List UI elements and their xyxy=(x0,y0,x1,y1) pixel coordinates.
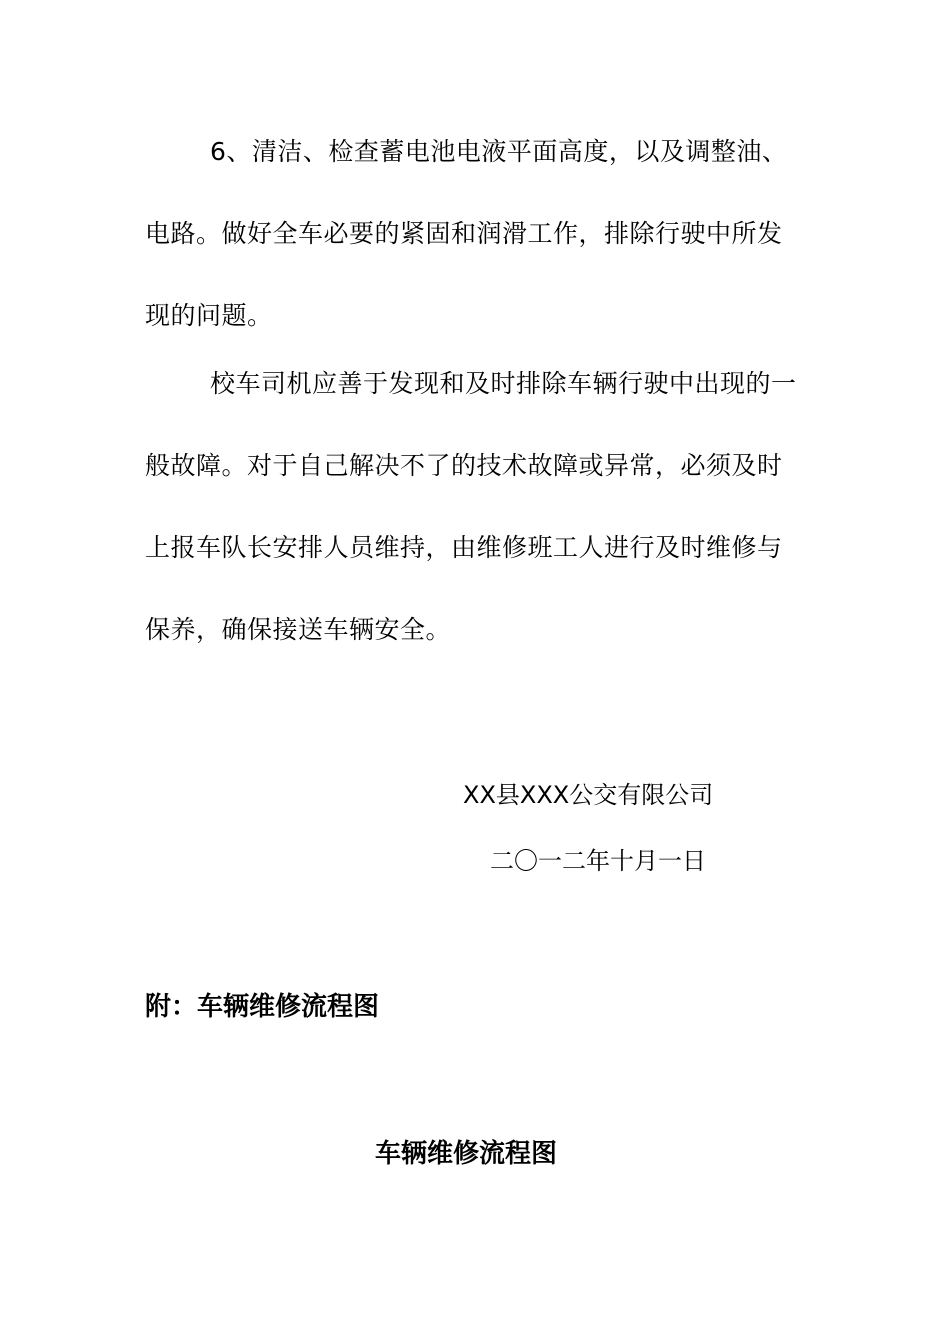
paragraph-1-line-2: 电路。做好全车必要的紧固和润滑工作，排除行驶中所发 xyxy=(145,219,783,248)
signature-date: 二〇一二年十月一日 xyxy=(490,847,706,875)
paragraph-1-line-3: 现的问题。 xyxy=(145,301,273,330)
flowchart-title: 车辆维修流程图 xyxy=(375,1139,558,1169)
paragraph-2-line-2: 般故障。对于自己解决不了的技术故障或异常，必须及时 xyxy=(145,451,783,480)
paragraph-2-line-4: 保养，确保接送车辆安全。 xyxy=(145,615,452,644)
appendix-heading: 附：车辆维修流程图 xyxy=(145,992,380,1022)
paragraph-2-line-3: 上报车队长安排人员维持，由维修班工人进行及时维修与 xyxy=(145,533,783,562)
paragraph-2-line-1: 校车司机应善于发现和及时排除车辆行驶中出现的一 xyxy=(210,369,797,398)
signature-company: XX县XXX公交有限公司 xyxy=(463,781,714,809)
paragraph-1-line-1: 6、清洁、检查蓄电池电液平面高度，以及调整油、 xyxy=(210,137,788,166)
